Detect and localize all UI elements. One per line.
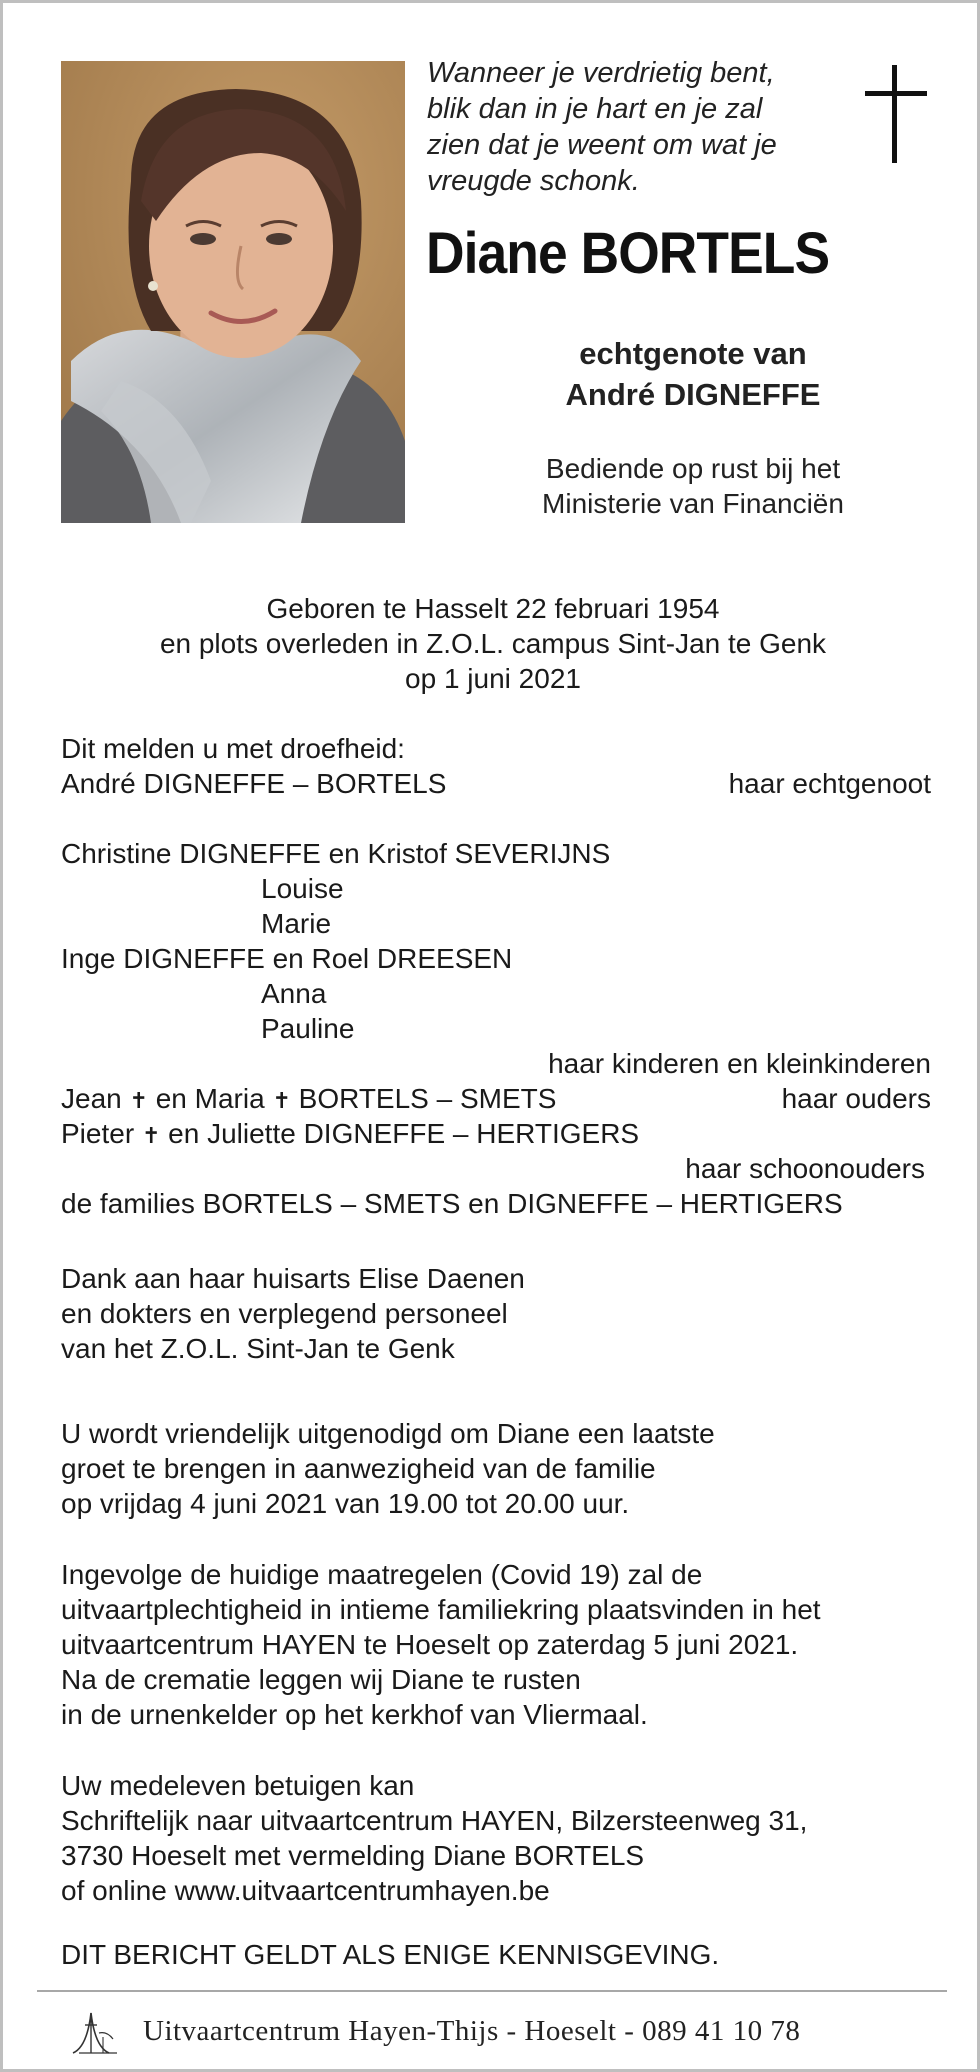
birth-line: Geboren te Hasselt 22 februari 1954 [266, 593, 720, 624]
thanks-line: van het Z.O.L. Sint-Jan te Genk [61, 1333, 455, 1364]
grandchild: Pauline [261, 1013, 355, 1044]
family-section [61, 731, 931, 1221]
invitation-line: U wordt vriendelijk uitgenodigd om Diane een laatste [61, 1418, 715, 1449]
invitation-line: op vrijdag 4 juni 2021 van 19.00 tot 20.00 uur. [61, 1488, 630, 1519]
grandchild: Anna [261, 978, 327, 1009]
spouse-info [455, 333, 931, 415]
spouse-name: André DIGNEFFE [565, 377, 821, 412]
child-couple-1: Christine DIGNEFFE en Kristof SEVERIJNS [61, 838, 611, 869]
poem-line: vreugde schonk. [427, 165, 640, 197]
ceremony-line: Na de crematie leggen wij Diane te rusten [61, 1664, 581, 1695]
death-date-line: op 1 juni 2021 [405, 663, 581, 694]
death-line: en plots overleden in Z.O.L. campus Sint-Jan te Genk [159, 628, 827, 659]
birth-death-info [61, 591, 925, 696]
husband-role: haar echtgenoot [728, 768, 931, 799]
inlaws-father: Pieter [61, 1118, 135, 1149]
grandchild: Marie [261, 908, 332, 939]
occupation-line: Bediende op rust bij het [545, 453, 841, 484]
footer-contact: Uitvaartcentrum Hayen-Thijs - Hoeselt - 089 41 10 78 [143, 2015, 801, 2047]
husband-name: André DIGNEFFE – BORTELS [61, 768, 447, 799]
condolence-line: Uw medeleven betuigen kan [61, 1770, 415, 1801]
latin-cross-icon [865, 65, 927, 163]
deceased-name: Diane BORTELS [426, 221, 830, 286]
ceremony-line: uitvaartplechtigheid in intieme familiekring plaatsvinden in het [61, 1594, 821, 1625]
poem-line: Wanneer je verdrietig bent, [427, 57, 775, 89]
footer [69, 2003, 919, 2059]
dagger-cross-icon: ✝ [272, 1088, 291, 1113]
parents-row [61, 1081, 931, 1116]
footer-divider [37, 1990, 947, 1992]
sole-notice: DIT BERICHT GELDT ALS ENIGE KENNISGEVING. [61, 1939, 720, 1970]
grandchild: Louise [261, 873, 344, 904]
invitation-line: groet te brengen in aanwezigheid van de familie [61, 1453, 656, 1484]
children-role: haar kinderen en kleinkinderen [548, 1048, 931, 1079]
parents-surname: BORTELS – SMETS [298, 1083, 557, 1114]
family-intro: Dit melden u met droefheid: [61, 733, 405, 764]
funeral-home-logo-icon [69, 2003, 125, 2057]
condolence-line: Schriftelijk naar uitvaartcentrum HAYEN, Bilzersteenweg 31, [61, 1805, 808, 1836]
ceremony-line: in de urnenkelder op het kerkhof van Vliermaal. [61, 1699, 648, 1730]
inlaws-row [61, 1116, 931, 1151]
thanks-section [61, 1261, 931, 1366]
parents-mother: en Maria [155, 1083, 265, 1114]
poem [427, 55, 847, 199]
portrait-photo [61, 61, 405, 523]
inlaws-rest: en Juliette DIGNEFFE – HERTIGERS [168, 1118, 640, 1149]
thanks-line: Dank aan haar huisarts Elise Daenen [61, 1263, 525, 1294]
inlaws-role: haar schoonouders [685, 1153, 925, 1184]
thanks-line: en dokters en verplegend personeel [61, 1298, 508, 1329]
occupation [455, 451, 931, 521]
parents-father: Jean [61, 1083, 122, 1114]
ceremony-section [61, 1557, 931, 1732]
husband-row [61, 766, 931, 801]
dagger-cross-icon: ✝ [129, 1088, 148, 1113]
child-couple-2: Inge DIGNEFFE en Roel DREESEN [61, 943, 513, 974]
extended-families: de families BORTELS – SMETS en DIGNEFFE – HERTIGERS [61, 1188, 843, 1219]
spacer [61, 801, 931, 836]
notice-section [61, 1937, 931, 1972]
spouse-line: echtgenote van [579, 336, 807, 371]
parents-role: haar ouders [781, 1083, 931, 1114]
condolence-section [61, 1768, 931, 1908]
invitation-section [61, 1416, 931, 1521]
condolence-website-line: of online www.uitvaartcentrumhayen.be [61, 1875, 550, 1906]
dagger-cross-icon: ✝ [141, 1123, 161, 1148]
condolence-line: 3730 Hoeselt met vermelding Diane BORTELS [61, 1840, 645, 1871]
ceremony-line: Ingevolge de huidige maatregelen (Covid 19) zal de [61, 1559, 703, 1590]
poem-line: blik dan in je hart en je zal [427, 93, 763, 125]
poem-line: zien dat je weent om wat je [427, 129, 777, 161]
occupation-line: Ministerie van Financiën [542, 488, 844, 519]
ceremony-line: uitvaartcentrum HAYEN te Hoeselt op zaterdag 5 juni 2021. [61, 1629, 799, 1660]
